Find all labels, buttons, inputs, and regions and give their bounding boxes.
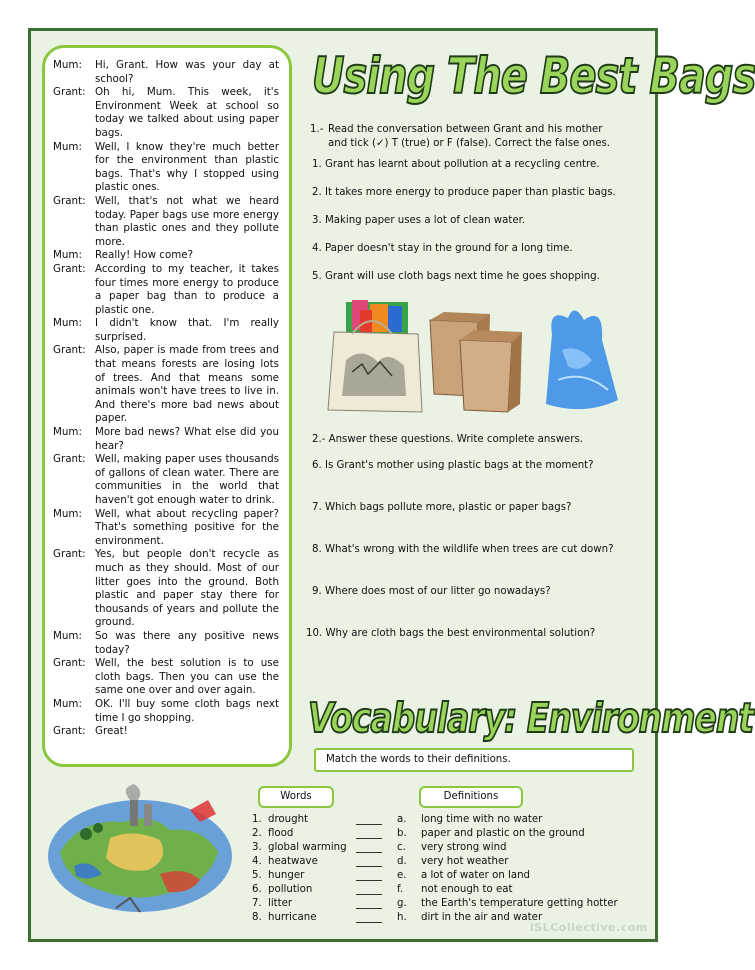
dialogue-speaker: Mum: — [53, 59, 82, 71]
word-item — [252, 813, 382, 827]
dialogue-speaker: Mum: — [53, 249, 82, 262]
word-item — [252, 855, 382, 869]
definition-text: a lot of water on land — [421, 870, 531, 881]
dialogue-speaker: Grant: — [53, 344, 86, 357]
watermark: iSLCollective.com — [530, 921, 648, 934]
cloth-bag-image — [328, 300, 422, 412]
word-number: 2. — [252, 828, 262, 839]
answer-blank[interactable] — [356, 842, 382, 853]
word-text: hunger — [268, 870, 305, 881]
word-item — [252, 897, 382, 911]
dialogue-speaker: Mum: — [53, 507, 82, 520]
answer-blank[interactable] — [356, 870, 382, 881]
word-number: 8. — [252, 912, 262, 923]
definition-item — [397, 841, 618, 855]
plastic-bag-image — [546, 310, 618, 409]
dialogue-line — [53, 141, 279, 195]
dialogue-line — [53, 344, 279, 426]
dialogue-text: Really! How come? — [95, 249, 194, 262]
word-item — [252, 869, 382, 883]
answer-blank[interactable] — [356, 814, 382, 825]
question-6: 6. Is Grant's mother using plastic bags at the moment? — [312, 460, 594, 471]
definition-letter: d. — [397, 856, 407, 867]
dialogue-speaker: Grant: — [53, 725, 86, 738]
dialogue-line — [53, 453, 279, 507]
tf-item-1: 1. Grant has learnt about pollution at a recycling centre. — [312, 159, 600, 170]
dialogue-text: Well, that's not what we heard today. Paper bags use more energy than plastic ones and they pollute more. — [95, 194, 279, 248]
dialogue-line — [53, 426, 279, 453]
instruction-line-1: Read the conversation between Grant and his mother — [328, 124, 603, 135]
tf-item-3: 3. Making paper uses a lot of clean water. — [312, 215, 526, 226]
dialogue-speaker: Grant: — [53, 194, 86, 207]
dialogue-text: Oh hi, Mum. This week, it's Environment Week at school so today we talked about using paper bags. — [95, 86, 279, 139]
dialogue-speaker: Mum: — [53, 697, 82, 710]
definition-item — [397, 897, 618, 911]
question-8: 8. What's wrong with the wildlife when trees are cut down? — [312, 544, 614, 555]
dialogue-text: Well, what about recycling paper? That's something positive for the environment. — [95, 507, 279, 547]
definition-text: very strong wind — [421, 842, 507, 853]
definition-letter: c. — [397, 842, 406, 853]
answer-blank[interactable] — [356, 828, 382, 839]
paper-bag-image — [430, 312, 522, 412]
word-item — [252, 883, 382, 897]
answer-blank[interactable] — [356, 884, 382, 895]
word-text: pollution — [268, 884, 313, 895]
word-item — [252, 841, 382, 855]
dialogue-text: Also, paper is made from trees and that means forests are losing lots of trees. And that means some animals won't have trees to live in. And there's more bad news about paper. — [95, 344, 279, 425]
bag-illustrations — [322, 300, 642, 418]
dialogue-speaker: Mum: — [53, 317, 82, 330]
dialogue-text: Hi, Grant. How was your day at school? — [95, 59, 279, 85]
word-text: flood — [268, 828, 294, 839]
question-7: 7. Which bags pollute more, plastic or paper bags? — [312, 502, 572, 513]
definition-item — [397, 855, 618, 869]
dialogue-text: More bad news? What else did you hear? — [95, 426, 279, 452]
dialogue-speaker: Grant: — [53, 548, 86, 561]
dialogue-line — [53, 508, 279, 549]
dialogue-text: OK. I'll buy some cloth bags next time I go shopping. — [95, 697, 279, 724]
word-number: 3. — [252, 842, 262, 853]
dialogue-speaker: Mum: — [53, 629, 82, 642]
definition-text: dirt in the air and water — [421, 912, 543, 923]
definition-letter: e. — [397, 870, 407, 881]
definition-text: not enough to eat — [421, 884, 513, 895]
question-10: 10. Why are cloth bags the best environmental solution? — [306, 628, 596, 639]
word-text: hurricane — [268, 912, 317, 923]
dialogue-text: Yes, but people don't recycle as much as they should. Most of our litter goes into the ground. Both plastic and paper stay there for thousands of years and pollute the ground. — [95, 548, 279, 629]
dialogue-speaker: Mum: — [53, 140, 82, 153]
definition-text: long time with no water — [421, 814, 543, 825]
question-9: 9. Where does most of our litter go nowadays? — [312, 586, 551, 597]
dialogue-line — [53, 548, 279, 630]
dialogue-speaker: Grant: — [53, 86, 86, 99]
word-number: 1. — [252, 814, 262, 825]
words-list — [252, 813, 382, 925]
answer-blank[interactable] — [356, 856, 382, 867]
word-text: heatwave — [268, 856, 318, 867]
environment-globe-image — [40, 782, 240, 922]
dialogue-speaker: Grant: — [53, 453, 86, 466]
definition-letter: g. — [397, 898, 407, 909]
dialogue-text: Well, making paper uses thousands of gallons of clean water. There are communities in the world that haven't got enough water to drink. — [95, 453, 279, 506]
match-instruction: Match the words to their definitions. — [314, 748, 634, 772]
definition-letter: b. — [397, 828, 407, 839]
dialogue-panel — [42, 45, 292, 767]
answer-blank[interactable] — [356, 898, 382, 909]
word-text: global warming — [268, 842, 347, 853]
dialogue-line — [53, 195, 279, 249]
dialogue-line — [53, 698, 279, 725]
dialogue-text: So was there any positive news today? — [95, 629, 279, 656]
dialogue-line — [53, 317, 279, 344]
dialogue-line — [53, 630, 279, 657]
word-number: 5. — [252, 870, 262, 881]
definitions-list — [397, 813, 618, 925]
word-item — [252, 827, 382, 841]
exercise-1-instruction — [310, 123, 610, 151]
dialogue-line — [53, 86, 279, 140]
tf-item-4: 4. Paper doesn't stay in the ground for a long time. — [312, 243, 573, 254]
word-number: 6. — [252, 884, 262, 895]
dialogue-line — [53, 657, 279, 698]
definition-text: paper and plastic on the ground — [421, 828, 585, 839]
dialogue-speaker: Mum: — [53, 426, 82, 439]
dialogue-text: According to my teacher, it takes four times more energy to produce a paper bag than to produce a plastic one. — [95, 262, 279, 316]
definition-letter: h. — [397, 912, 407, 923]
words-header: Words — [258, 786, 334, 808]
tf-item-2: 2. It takes more energy to produce paper than plastic bags. — [312, 187, 616, 198]
dialogue-text: Well, the best solution is to use cloth bags. Then you can use the same one over and over again. — [95, 657, 279, 697]
dialogue-line — [53, 59, 279, 86]
word-item — [252, 911, 382, 925]
exercise-1-number: 1.- — [310, 124, 324, 135]
definition-letter: a. — [397, 814, 407, 825]
dialogue-speaker: Grant: — [53, 262, 86, 275]
dialogue-text: Great! — [95, 725, 128, 738]
word-text: drought — [268, 814, 309, 825]
dialogue-line — [53, 263, 279, 317]
definition-letter: f. — [397, 884, 404, 895]
dialogue-text: I didn't know that. I'm really surprised. — [95, 317, 279, 343]
word-number: 7. — [252, 898, 262, 909]
definition-text: the Earth's temperature getting hotter — [421, 898, 618, 909]
page-title: Using The Best Bags — [312, 48, 755, 106]
exercise-2-instruction: 2.- Answer these questions. Write complete answers. — [312, 434, 584, 445]
word-number: 4. — [252, 856, 262, 867]
definition-item — [397, 813, 618, 827]
dialogue-text: Well, I know they're much better for the environment than plastic bags. That's why I stopped using plastic ones. — [95, 140, 279, 194]
dialogue-line — [53, 725, 279, 739]
tf-item-5: 5. Grant will use cloth bags next time he goes shopping. — [312, 271, 600, 282]
definition-text: very hot weather — [421, 856, 509, 867]
instruction-line-2: and tick (✓) T (true) or F (false). Correct the false ones. — [328, 138, 611, 149]
dialogue-speaker: Grant: — [53, 657, 86, 670]
vocabulary-title: Vocabulary: Environment — [308, 693, 754, 742]
definition-item — [397, 869, 618, 883]
answer-blank[interactable] — [356, 912, 382, 923]
definitions-header: Definitions — [419, 786, 523, 808]
definition-item — [397, 827, 618, 841]
word-text: litter — [268, 898, 293, 909]
dialogue-line — [53, 249, 279, 263]
definition-item — [397, 883, 618, 897]
